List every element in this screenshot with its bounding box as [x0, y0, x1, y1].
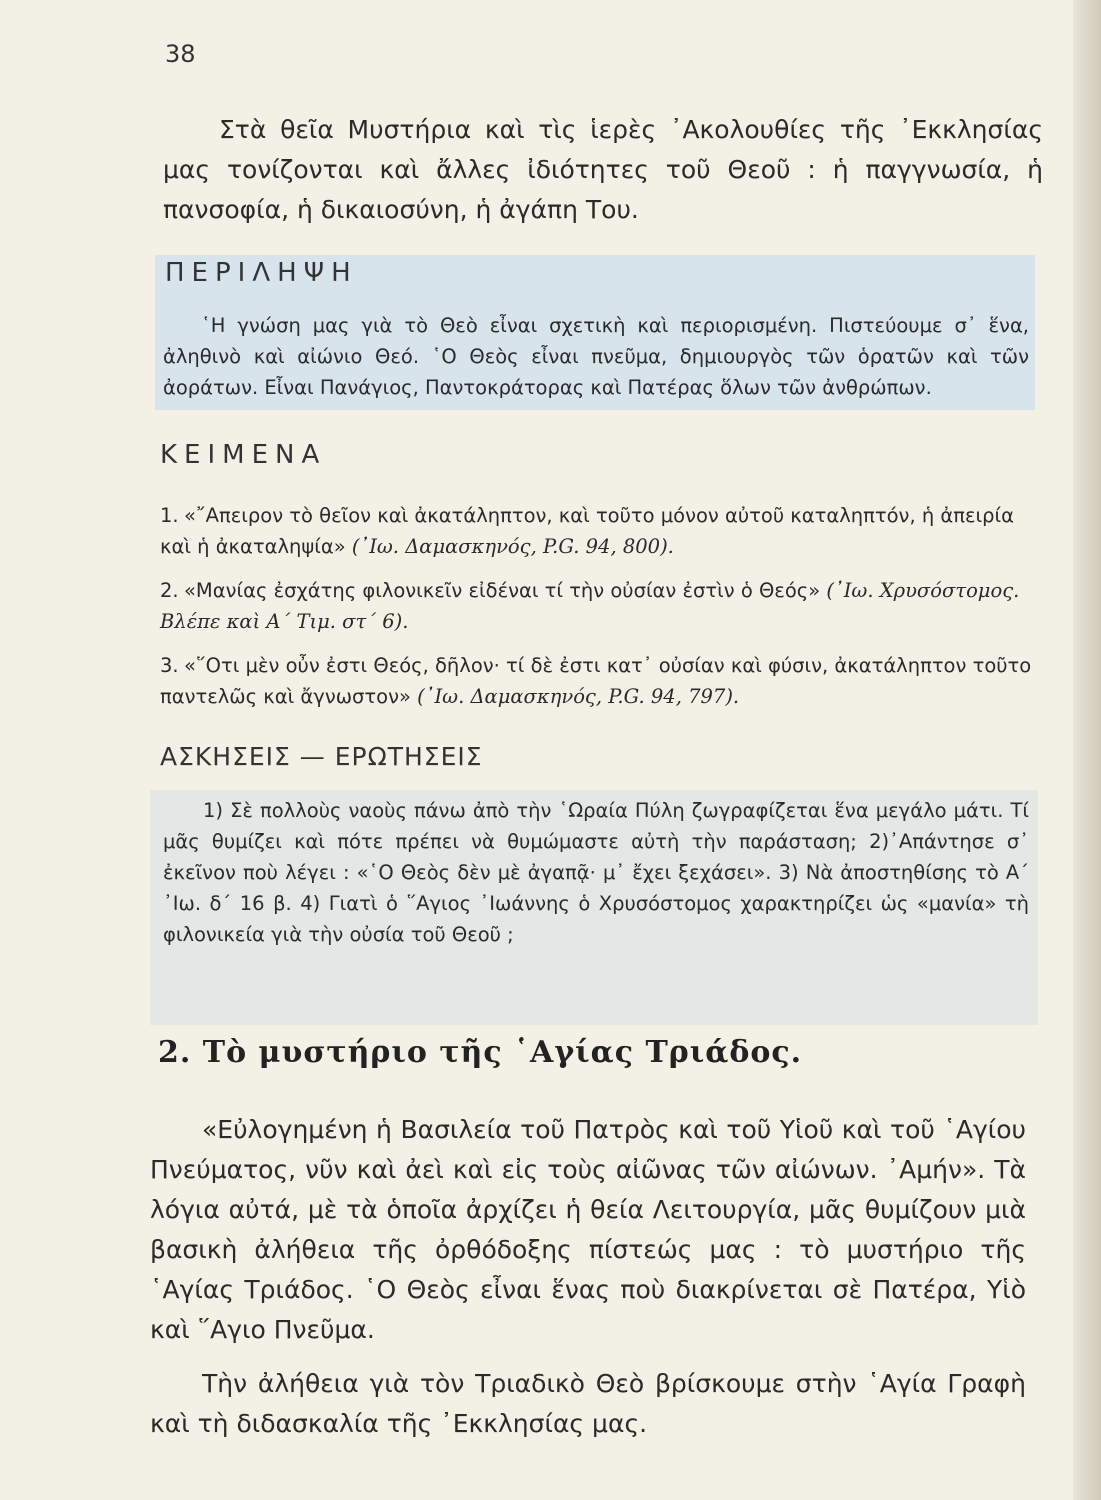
text-item	[160, 575, 1036, 637]
text-item-quote: «῎Απειρον τὸ θεῖον καὶ ἀκατάληπτον, καὶ τοῦτο μόνον αὐτοῦ καταληπτόν, ἡ ἀπειρία καὶ ἡ ἀκαταληψία»	[160, 504, 1014, 558]
exercises-heading: ΑΣΚΗΣΕΙΣ — ΕΡΩΤΗΣΕΙΣ	[160, 742, 483, 771]
text-item-number: 2.	[160, 579, 179, 602]
section-title: 2. Τὸ μυστήριο τῆς ῾Αγίας Τριάδος.	[158, 1035, 803, 1070]
exercises-text: 1) Σὲ πολλοὺς ναοὺς πάνω ἀπὸ τὴν ῾Ωραία Πύλη ζωγραφίζεται ἕνα μεγάλο μάτι. Τί μᾶς θυμίζει καὶ πότε πρέπει νὰ θυμώμαστε αὐτὴ τὴν παράσταση; 2)᾿Απάντησε σ᾿ ἐκεῖνον ποὺ λέγει : «῾Ο Θεὸς δὲν μὲ ἀγαπᾷ· μ᾿ ἔχει ξεχάσει». 3) Νὰ ἀποστηθίσης τὸ Α΄ ᾿Ιω. δ΄ 16 β. 4) Γιατὶ ὁ ῞Αγιος ᾿Ιωάννης ὁ Χρυσόστομος χαρακτηρίζει ὡς «μανία» τὴ φιλονικεία γιὰ τὴν οὐσία τοῦ Θεοῦ ;	[163, 799, 1029, 946]
text-item	[160, 500, 1036, 562]
texts-list	[160, 500, 1036, 725]
section-body	[150, 1110, 1026, 1458]
text-item-reference: (᾿Ιω. Δαμασκηνός, P.G. 94, 797).	[417, 685, 740, 708]
text-item-reference: (᾿Ιω. Χρυσόστομος. Βλέπε καὶ Α΄ Τιμ. στ΄ 6).	[160, 579, 1020, 633]
section-paragraph: «Εὐλογημένη ἡ Βασιλεία τοῦ Πατρὸς καὶ τοῦ Υἱοῦ καὶ τοῦ ῾Αγίου Πνεύματος, νῦν καὶ ἀεὶ καὶ εἰς τοὺς αἰῶνας τῶν αἰώνων. ᾿Αμήν». Τὰ λόγια αὐτά, μὲ τὰ ὁποῖα ἀρχίζει ἡ θεία Λειτουργία, μᾶς θυμίζουν μιὰ βασικὴ ἀλήθεια τῆς ὀρθόδοξης πίστεώς μας : τὸ μυστήριο τῆς ῾Αγίας Τριάδος. ῾Ο Θεὸς εἶναι ἕνας ποὺ διακρίνεται σὲ Πατέρα, Υἱὸ καὶ ῞Αγιο Πνεῦμα.	[150, 1115, 1026, 1344]
summary-text: ῾Η γνώση μας γιὰ τὸ Θεὸ εἶναι σχετικὴ καὶ περιορισμένη. Πιστεύουμε σ᾿ ἕνα, ἀληθινὸ καὶ αἰώνιο Θεό. ῾Ο Θεὸς εἶναι πνεῦμα, δημιουργὸς τῶν ὁρατῶν καὶ τῶν ἀοράτων. Εἶναι Πανάγιος, Παντοκράτορας καὶ Πατέρας ὅλων τῶν ἀνθρώπων.	[163, 314, 1029, 399]
section-paragraph: Τὴν ἀλήθεια γιὰ τὸν Τριαδικὸ Θεὸ βρίσκουμε στὴν ῾Αγία Γραφὴ καὶ τὴ διδασκαλία τῆς ᾿Εκκλησίας μας.	[150, 1369, 1026, 1438]
text-item-reference: (᾿Ιω. Δαμασκηνός, P.G. 94, 800).	[351, 535, 674, 558]
page-edge	[1073, 0, 1101, 1500]
text-item-number: 1.	[160, 504, 179, 527]
page-number: 38	[165, 40, 196, 68]
text-item-number: 3.	[160, 654, 179, 677]
texts-heading: ΚΕΙΜΕΝΑ	[160, 440, 327, 470]
text-item	[160, 650, 1036, 712]
text-item-quote: «Μανίας ἐσχάτης φιλονικεῖν εἰδέναι τί τὴν οὐσίαν ἐστὶν ὁ Θεός»	[184, 579, 821, 602]
intro-paragraph: Στὰ θεῖα Μυστήρια καὶ τὶς ἱερὲς ᾿Ακολουθίες τῆς ᾿Εκκλησίας μας τονίζονται καὶ ἄλλες ἰδιότητες τοῦ Θεοῦ : ἡ παγγνωσία, ἡ πανσοφία, ἡ δικαιοσύνη, ἡ ἀγάπη Του.	[163, 115, 1043, 224]
summary-heading: ΠΕΡΙΛΗΨΗ	[165, 258, 358, 288]
text-item-quote: «῞Οτι μὲν οὖν ἐστι Θεός, δῆλον· τί δὲ ἐστι κατ᾿ οὐσίαν καὶ φύσιν, ἀκατάληπτον τοῦτο παντελῶς καὶ ἄγνωστον»	[160, 654, 1032, 708]
